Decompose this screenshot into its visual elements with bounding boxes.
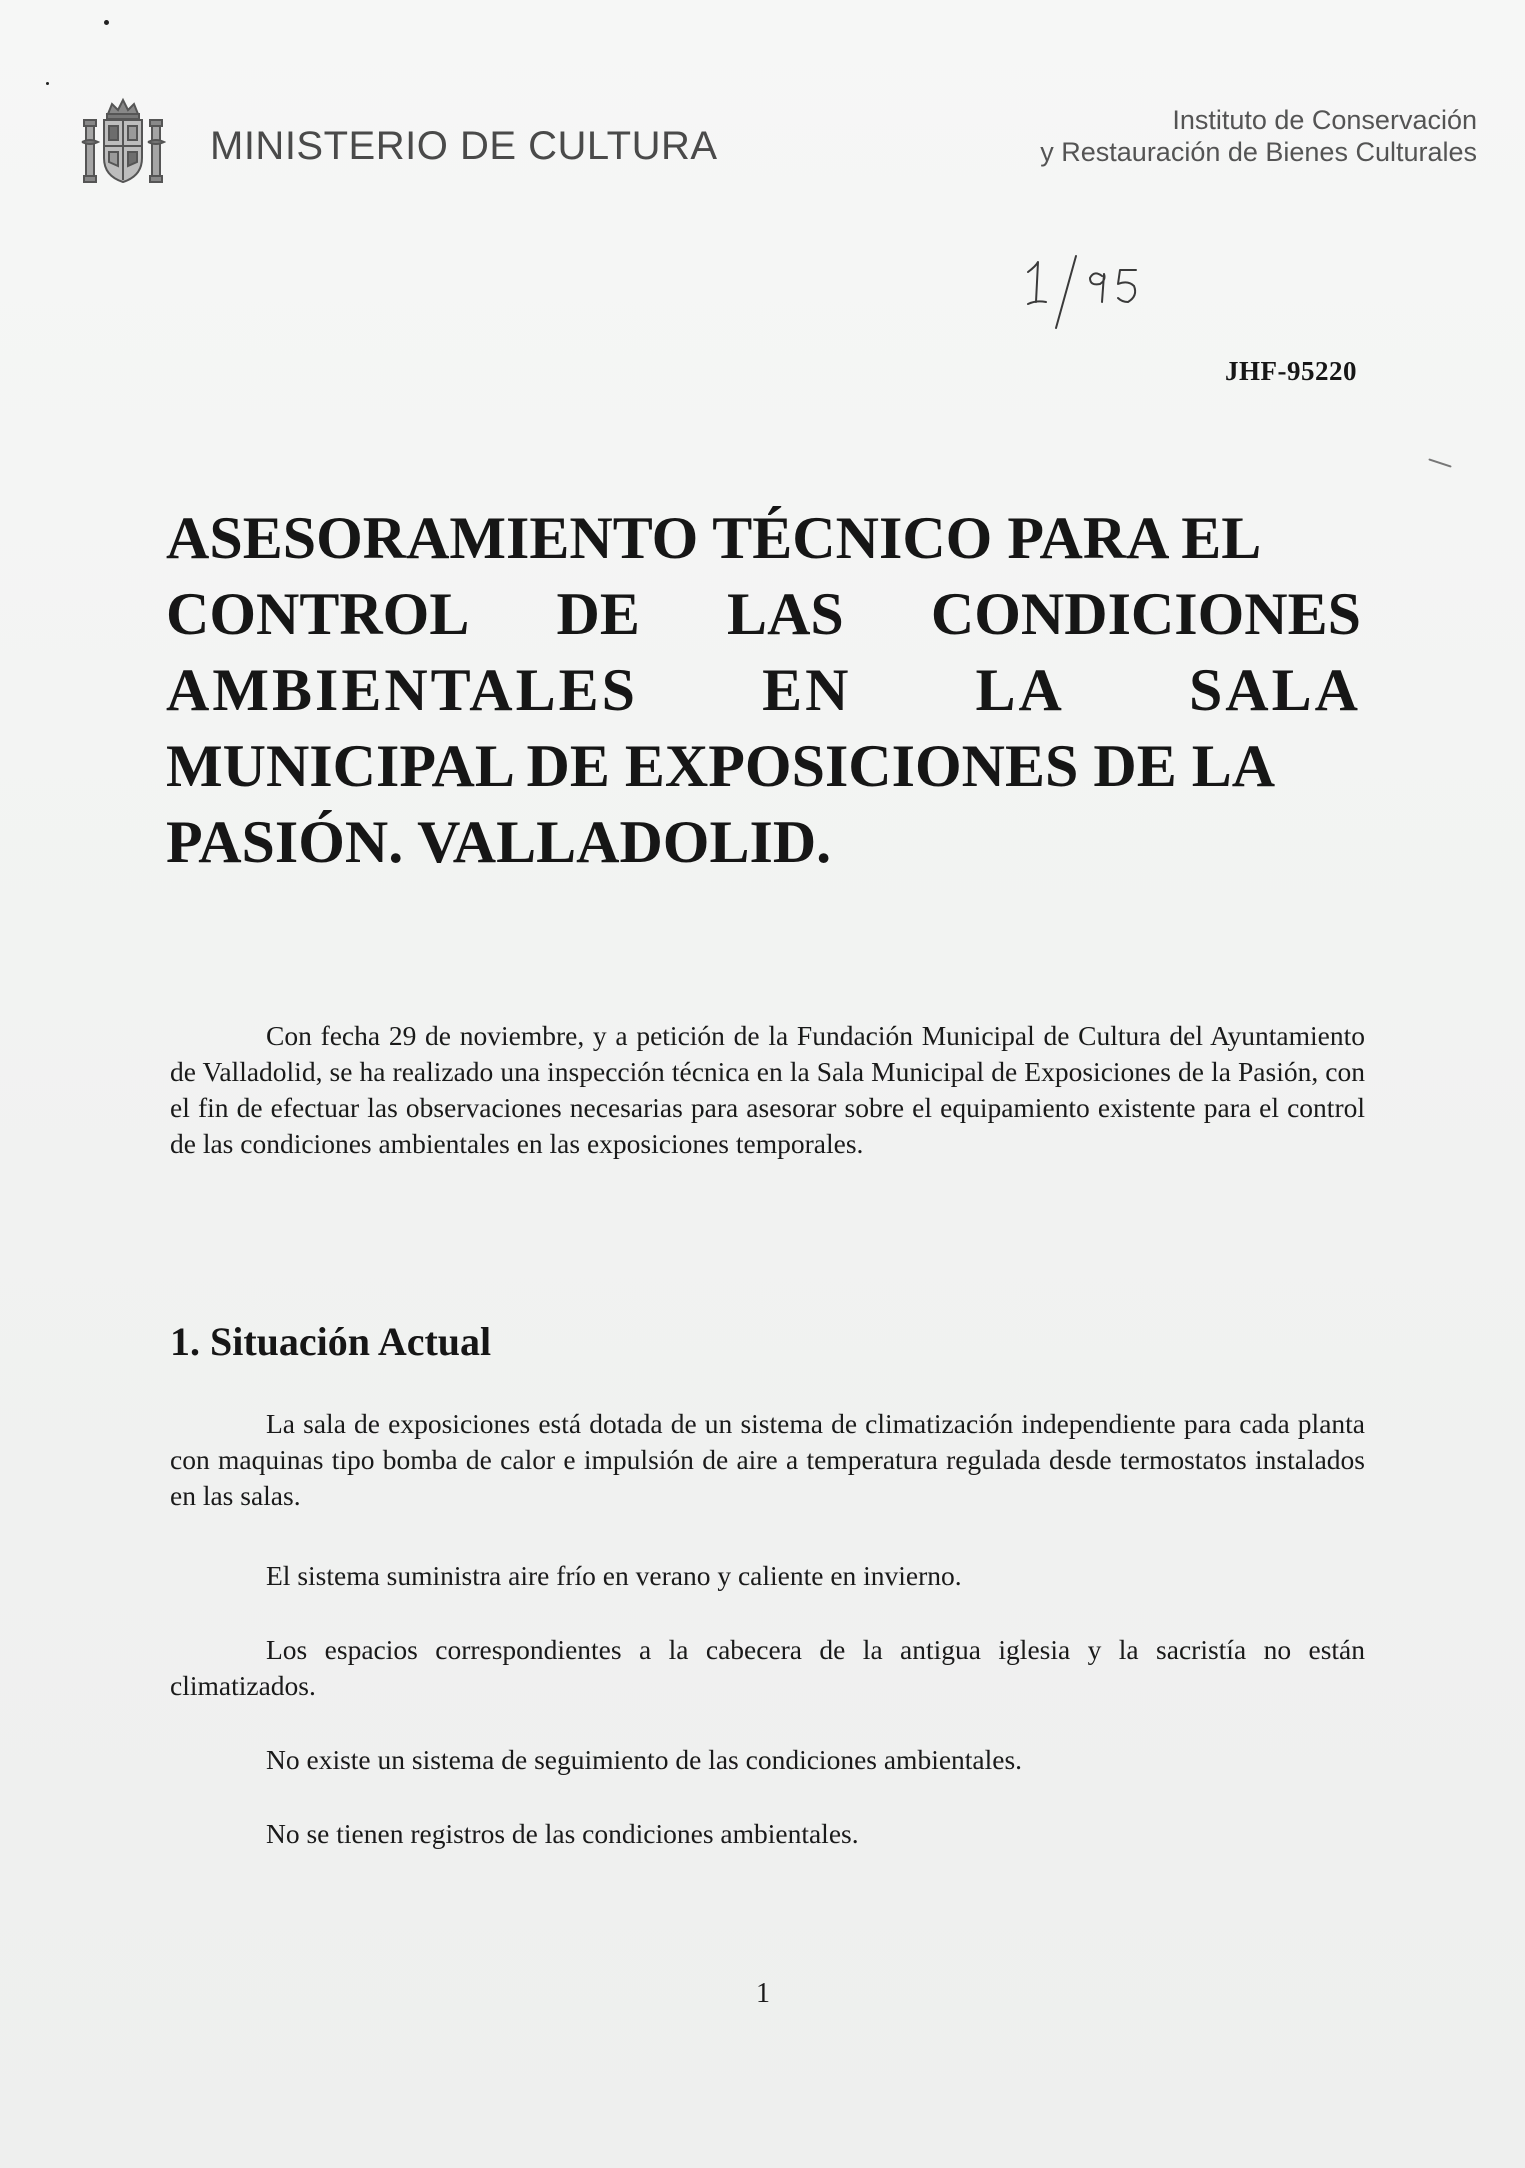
title-word: CONDICIONES bbox=[930, 581, 1361, 647]
title-word: SALA bbox=[1188, 657, 1361, 723]
title-word: DE bbox=[556, 581, 640, 647]
intro-paragraph: Con fecha 29 de noviembre, y a petición de la Fundación Municipal de Cultura del Ayuntamiento de Valladolid, se ha realizado una inspección técnica en la Sala Municipal de Exposiciones de la Pasión, con el fin de efectuar las observaciones necesarias para asesorar sobre el equipamiento existente para el control de las condiciones ambientales en las exposiciones temporales. bbox=[170, 1020, 1365, 1159]
section-paragraph: El sistema suministra aire frío en verano y caliente en invierno. bbox=[266, 1560, 962, 1591]
section-paragraph: No existe un sistema de seguimiento de las condiciones ambientales. bbox=[266, 1744, 1023, 1775]
section-heading: 1. Situación Actual bbox=[170, 1319, 492, 1364]
section-paragraph: La sala de exposiciones está dotada de un sistema de climatización independiente para cada planta con maquinas tipo bomba de calor e impulsión de aire a temperatura regulada desde termostatos instalados en las salas. bbox=[170, 1408, 1365, 1511]
section-paragraph: No se tienen registros de las condiciones ambientales. bbox=[266, 1818, 859, 1849]
scan-speck bbox=[46, 82, 49, 85]
title-line-1: ASESORAMIENTO TÉCNICO PARA EL bbox=[166, 505, 1262, 571]
institute-line-1: Instituto de Conservación bbox=[1172, 105, 1477, 135]
institute-line-2: y Restauración de Bienes Culturales bbox=[1040, 137, 1477, 167]
title-word: LA bbox=[975, 657, 1065, 723]
handwritten-annotation bbox=[1010, 240, 1190, 340]
title-line-5: PASIÓN. VALLADOLID. bbox=[166, 809, 832, 875]
spanish-coat-of-arms-icon bbox=[80, 96, 166, 190]
title-line-2 bbox=[166, 576, 1361, 652]
page-number: 1 bbox=[756, 1978, 770, 2009]
title-word: AMBIENTALES bbox=[166, 657, 638, 723]
title-word: EN bbox=[762, 657, 852, 723]
title-word: CONTROL bbox=[166, 581, 470, 647]
document-title bbox=[166, 500, 1361, 880]
scan-speck bbox=[104, 20, 109, 25]
title-word: LAS bbox=[727, 581, 844, 647]
title-line-4: MUNICIPAL DE EXPOSICIONES DE LA bbox=[166, 733, 1276, 799]
section-paragraph: Los espacios correspondientes a la cabecera de la antigua iglesia y la sacristía no están climatizados. bbox=[170, 1634, 1365, 1701]
reference-code: JHF-95220 bbox=[1225, 356, 1357, 386]
ministry-name: MINISTERIO DE CULTURA bbox=[210, 124, 718, 168]
title-line-3 bbox=[166, 652, 1361, 728]
scan-speck bbox=[1428, 458, 1451, 467]
institute-name bbox=[1040, 104, 1477, 168]
